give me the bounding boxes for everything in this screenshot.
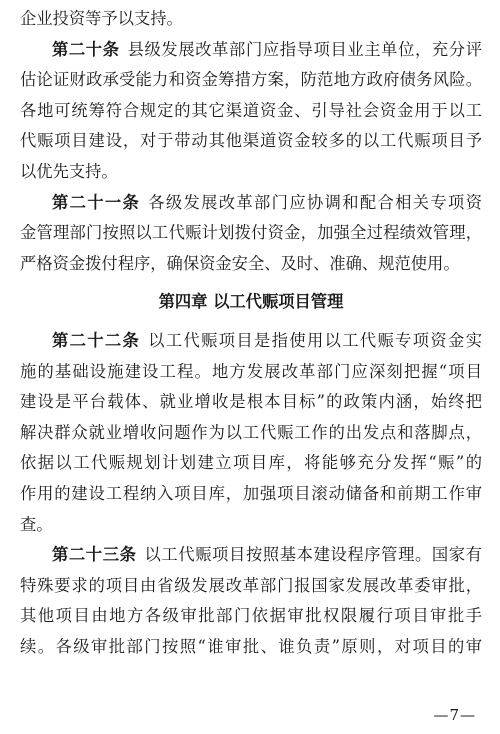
article-label: 第二十三条 bbox=[52, 545, 137, 565]
text-line: 企业投资等予以支持。 bbox=[20, 9, 183, 28]
text-line: 其他项目由地方各级审批部门依据审批权限履行项目审批手 bbox=[20, 606, 482, 626]
text-line: 查。 bbox=[20, 514, 53, 534]
text-line: 以优先支持。 bbox=[20, 161, 118, 181]
article-text: 各级发展改革部门应协调和配合相关专项资 bbox=[148, 192, 482, 212]
article-23 bbox=[20, 540, 482, 662]
article-21 bbox=[20, 188, 482, 280]
article-label: 第二十一条 bbox=[52, 192, 141, 212]
document-page bbox=[20, 4, 482, 662]
text-line: 续。各级审批部门按照“谁审批、谁负责”原则，对项目的审 bbox=[20, 636, 482, 656]
text-line bbox=[20, 326, 482, 357]
article-label: 第二十二条 bbox=[52, 330, 141, 350]
text-line: 作用的建设工程纳入项目库，加强项目滚动储备和前期工作审 bbox=[20, 483, 482, 503]
text-line: 各地可统筹符合规定的其它渠道资金、引导社会资金用于以工 bbox=[20, 100, 482, 120]
text-line: 金管理部门按照以工代赈计划拨付资金，加强全过程绩效管理， bbox=[20, 223, 482, 243]
chapter-heading: 第四章 以工代赈项目管理 bbox=[158, 292, 344, 312]
text-line: 依据以工代赈规划计划建立项目库，将能够充分发挥“赈”的 bbox=[20, 453, 482, 473]
text-line bbox=[20, 188, 482, 219]
article-20 bbox=[20, 35, 482, 188]
text-line: 代赈项目建设，对于带动其他渠道资金较多的以工代赈项目予 bbox=[20, 131, 482, 151]
article-text: 县级发展改革部门应指导项目业主单位，充分评 bbox=[127, 39, 482, 59]
article-text: 以工代赈项目是指使用以工代赈专项资金实 bbox=[148, 330, 482, 350]
text-line: 估论证财政承受能力和资金筹措方案，防范地方政府债务风险。 bbox=[20, 70, 482, 90]
text-line bbox=[20, 35, 482, 66]
article-text: 以工代赈项目按照基本建设程序管理。国家有 bbox=[144, 545, 482, 565]
text-line: 施的基础设施建设工程。地方发展改革部门应深刻把握“项目 bbox=[20, 361, 482, 381]
text-line: 建设是平台载体、就业增收是根本目标”的政策内涵，始终把 bbox=[20, 392, 482, 412]
text-line: 严格资金拨付程序，确保资金安全、及时、准确、规范使用。 bbox=[20, 253, 460, 273]
article-22 bbox=[20, 326, 482, 540]
page-number: —7— bbox=[433, 706, 476, 724]
text-line bbox=[20, 540, 482, 571]
article-label: 第二十条 bbox=[52, 39, 120, 59]
paragraph-continuation bbox=[20, 4, 482, 35]
text-line: 特殊要求的项目由省级发展改革部门报国家发展改革委审批， bbox=[20, 575, 482, 595]
text-line: 解决群众就业增收问题作为以工代赈工作的出发点和落脚点， bbox=[20, 422, 482, 442]
